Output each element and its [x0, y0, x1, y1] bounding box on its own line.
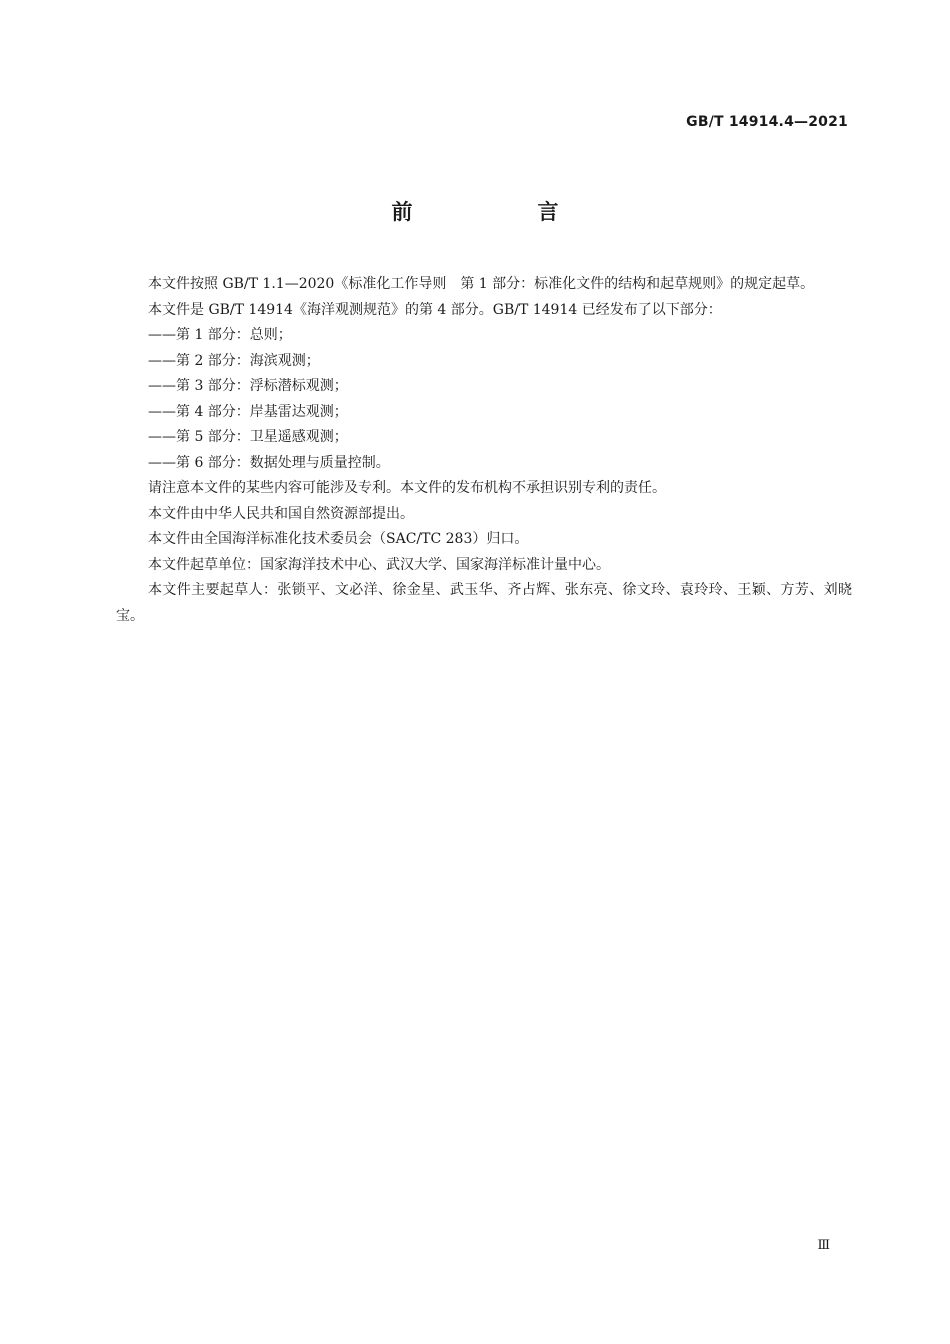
paragraph-patent-notice: 请注意本文件的某些内容可能涉及专利。本文件的发布机构不承担识别专利的责任。 [148, 480, 666, 496]
list-item: ——第 4 部分：岸基雷达观测； [148, 403, 348, 420]
paragraph-committee: 本文件由全国海洋标准化技术委员会（SAC/TC 283）归口。 [148, 531, 529, 547]
page-number: Ⅲ [817, 1238, 830, 1253]
document-body [116, 272, 852, 629]
paragraph-drafting-units: 本文件起草单位：国家海洋技术中心、武汉大学、国家海洋标准计量中心。 [148, 556, 610, 573]
list-item: ——第 5 部分：卫星遥感观测； [148, 429, 348, 445]
paragraph-drafting-rules: 本文件按照 GB/T 1.1—2020《标准化工作导则 第 1 部分：标准化文件的结构和起草规则》的规定起草。 [148, 276, 815, 292]
list-item: ——第 2 部分：海滨观测； [148, 352, 320, 369]
paragraph-drafters: 本文件主要起草人：张锁平、文必洋、徐金星、武玉华、齐占辉、张东亮、徐文玲、袁玲玲、王颖、方芳、刘晓宝。 [116, 582, 852, 624]
parts-list [116, 323, 852, 476]
standard-code: GB/T 14914.4—2021 [686, 114, 848, 130]
list-item: ——第 1 部分：总则； [148, 327, 292, 343]
paragraph-series-intro: 本文件是 GB/T 14914《海洋观测规范》的第 4 部分。GB/T 14914 已经发布了以下部分： [148, 301, 722, 318]
paragraph-proposer: 本文件由中华人民共和国自然资源部提出。 [148, 505, 414, 522]
list-item: ——第 3 部分：浮标潜标观测； [148, 378, 348, 394]
page-title: 前 言 [391, 200, 611, 224]
list-item: ——第 6 部分：数据处理与质量控制。 [148, 454, 390, 471]
